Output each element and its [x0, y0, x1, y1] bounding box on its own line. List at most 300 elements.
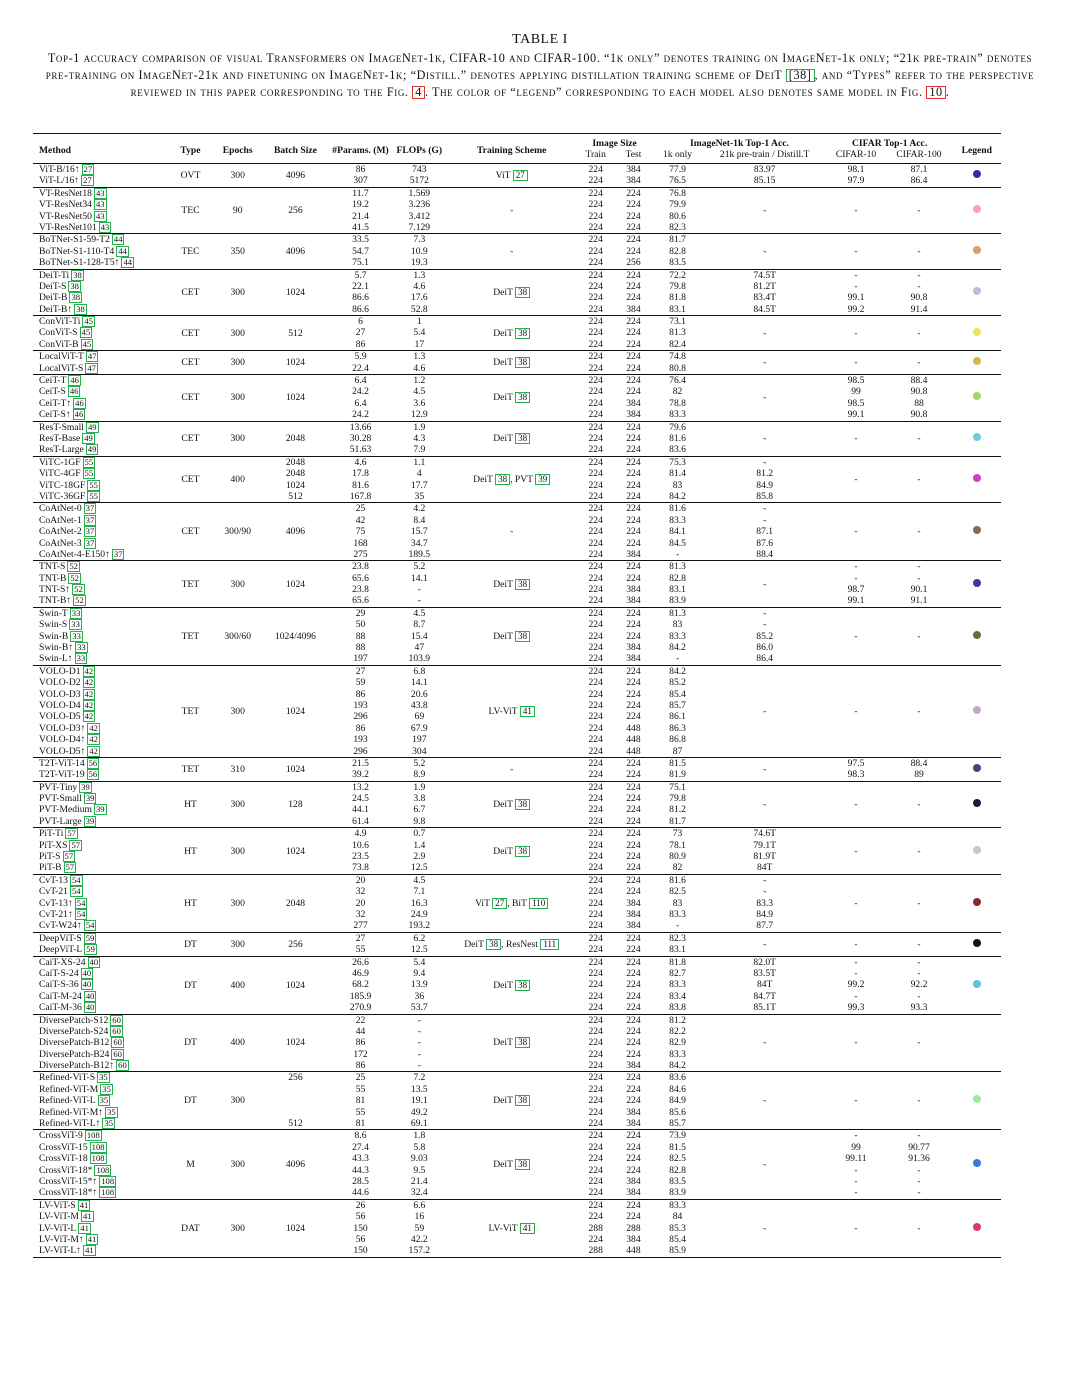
cifar100-cell-value: 90.1 — [910, 584, 928, 596]
citation-link[interactable]: 39 — [95, 804, 105, 815]
epochs-cell: 400 — [230, 979, 245, 991]
citation-link[interactable]: 108 — [86, 1130, 100, 1141]
method-label: PVT-Tiny — [39, 781, 78, 793]
method-name — [39, 257, 167, 268]
caption-ref-link[interactable]: [38] — [786, 69, 815, 82]
citation-link[interactable]: 39 — [85, 815, 95, 826]
test-size-cell-value: 224 — [626, 490, 641, 502]
header-params: #Params. (M) — [332, 145, 389, 156]
method-name — [39, 211, 167, 222]
training-scheme-cell — [447, 375, 577, 422]
citation-link[interactable]: 57 — [65, 862, 75, 873]
citation-link[interactable]: 42 — [89, 745, 98, 756]
flops-cell — [392, 234, 447, 269]
flops-cell-value: 19.1 — [410, 1095, 428, 1107]
method-name — [39, 957, 167, 968]
citation-link[interactable]: 39 — [81, 781, 90, 792]
method-name — [39, 1015, 167, 1026]
citation-link[interactable]: 37 — [113, 548, 123, 559]
cifar100-cell: - — [917, 205, 921, 217]
epochs-cell: 400 — [230, 474, 245, 486]
header-flops: FLOPs (G) — [396, 145, 443, 156]
citation-link[interactable]: 46 — [70, 375, 79, 386]
flops-cell-value: 4.2 — [413, 503, 426, 515]
citation-link[interactable]: 41 — [82, 1211, 92, 1222]
citation-link[interactable]: 57 — [67, 828, 76, 839]
citation-link[interactable]: 52 — [69, 561, 78, 572]
method-cell — [33, 757, 167, 781]
acc-1k-only-cell-value: 75.1 — [669, 781, 686, 793]
citation-link[interactable]: 27 — [83, 164, 93, 174]
citation-link[interactable]: 47 — [87, 351, 97, 362]
citation-link[interactable]: 35 — [104, 1118, 114, 1129]
train-size-cell-value: 224 — [588, 303, 603, 315]
cifar10-cell: - — [854, 433, 858, 445]
citation-link[interactable]: 38 — [486, 939, 501, 950]
citation-link[interactable]: 41 — [87, 1233, 97, 1244]
acc-21k-cell-value: 87.6 — [756, 537, 774, 549]
params-cell-value: 296 — [353, 745, 368, 757]
header-imagenet-acc: ImageNet-1k Top-1 Acc. — [690, 138, 789, 149]
type-cell: CET — [181, 433, 200, 445]
table-row-group — [33, 316, 1001, 351]
citation-link[interactable]: 38 — [515, 1095, 530, 1106]
citation-link[interactable]: 42 — [89, 734, 98, 745]
citation-link[interactable]: 42 — [84, 665, 94, 676]
citation-link[interactable]: 37 — [85, 537, 95, 548]
acc-1k-only-cell-value: 82.8 — [669, 572, 686, 584]
citation-link[interactable]: 38 — [515, 328, 530, 339]
flops-cell-value: 5.8 — [413, 1141, 426, 1153]
citation-link[interactable]: 27 — [492, 898, 507, 909]
citation-link[interactable]: 40 — [82, 967, 92, 978]
type-cell: DAT — [181, 1222, 200, 1234]
test-size-cell — [615, 665, 653, 757]
params-cell-value: 25 — [355, 1072, 366, 1084]
test-size-cell-value: 224 — [626, 665, 641, 677]
citation-link[interactable]: 60 — [113, 1048, 122, 1059]
params-cell — [329, 351, 392, 375]
test-size-cell-value: 224 — [626, 514, 641, 526]
citation-link[interactable]: 54 — [85, 920, 95, 931]
citation-link[interactable]: 38 — [515, 980, 530, 991]
citation-link[interactable]: 38 — [515, 287, 530, 298]
test-size-cell-value: 224 — [626, 979, 641, 991]
citation-link[interactable]: 111 — [540, 939, 559, 950]
method-name — [39, 677, 167, 688]
params-cell-value: 22.4 — [352, 362, 369, 374]
params-cell-value: 65.6 — [352, 572, 369, 584]
acc-21k-cell-value: 81.2 — [756, 468, 774, 480]
citation-link[interactable]: 35 — [107, 1106, 116, 1117]
legend-cell — [953, 932, 1001, 956]
citation-link[interactable]: 27 — [83, 175, 92, 186]
cifar100-cell: - — [917, 1095, 921, 1107]
method-name — [39, 526, 167, 537]
acc-1k-only-cell-value: 76.5 — [669, 175, 686, 187]
citation-link[interactable]: 37 — [85, 503, 95, 514]
acc-1k-only-cell-value: 83.5 — [669, 257, 686, 269]
cifar10-cell-value: 99 — [851, 386, 861, 398]
acc-1k-only-cell — [652, 187, 702, 234]
citation-link[interactable]: 37 — [85, 514, 95, 525]
caption-fig-link[interactable]: 4 — [412, 86, 425, 99]
params-cell-value: 6.4 — [354, 375, 367, 387]
training-scheme-cell — [447, 456, 577, 503]
citation-link[interactable]: 37 — [85, 526, 95, 537]
epochs-cell: 300 — [230, 705, 245, 717]
citation-link[interactable]: 41 — [80, 1222, 89, 1233]
train-size-cell-value: 224 — [588, 1187, 603, 1199]
citation-link[interactable]: 41 — [520, 1223, 535, 1234]
train-size-cell-value: 288 — [588, 1245, 603, 1257]
citation-link[interactable]: 60 — [113, 1037, 122, 1048]
flops-cell-value: 3.6 — [413, 397, 426, 409]
citation-link[interactable]: 57 — [64, 851, 74, 862]
citation-link[interactable]: 38 — [495, 474, 510, 485]
citation-link[interactable]: 56 — [88, 757, 98, 768]
flops-cell-value: 17.7 — [410, 479, 428, 491]
citation-link[interactable]: 27 — [513, 170, 528, 181]
method-name — [39, 734, 167, 745]
citation-link[interactable]: 47 — [87, 362, 96, 373]
citation-link[interactable]: 38 — [515, 433, 530, 444]
test-size-cell — [615, 164, 653, 188]
flops-cell-value: 1.3 — [413, 351, 426, 363]
acc-1k-only-cell-value: 85.7 — [669, 1118, 686, 1130]
params-cell — [329, 269, 392, 316]
acc-1k-only-cell-value: 81.7 — [669, 815, 686, 827]
params-cell-value: 56 — [355, 1211, 366, 1223]
params-cell-value: 24.2 — [352, 409, 369, 421]
table-row-group — [33, 187, 1001, 234]
method-name — [39, 1176, 167, 1187]
citation-link[interactable]: 60 — [118, 1060, 127, 1071]
citation-link[interactable]: 40 — [85, 1002, 95, 1013]
test-size-cell-value: 384 — [626, 653, 641, 665]
acc-21k-cell — [703, 874, 827, 932]
citation-link[interactable]: 60 — [112, 1014, 121, 1025]
citation-link[interactable]: 42 — [84, 711, 94, 722]
method-name — [39, 700, 167, 711]
train-size-cell-value: 224 — [588, 1025, 603, 1037]
citation-link[interactable]: 42 — [89, 722, 98, 733]
citation-link[interactable]: 54 — [76, 909, 86, 919]
type-cell: TET — [181, 578, 200, 590]
citation-link[interactable]: 43 — [95, 187, 105, 198]
citation-link[interactable]: 35 — [99, 1072, 108, 1083]
params-cell-value: 150 — [353, 1245, 368, 1257]
citation-link[interactable]: 38 — [71, 292, 81, 303]
citation-link[interactable]: 43 — [95, 199, 105, 210]
params-cell-value: 11.7 — [352, 187, 369, 199]
test-size-cell-value: 224 — [626, 456, 641, 468]
train-size-cell-value: 224 — [588, 944, 603, 956]
train-size-cell-value: 224 — [588, 1153, 603, 1165]
method-label: DiversePatch-S24 — [39, 1025, 109, 1037]
citation-link[interactable]: 44 — [123, 257, 133, 268]
legend-dot-icon — [973, 764, 981, 772]
citation-link[interactable]: 44 — [118, 245, 127, 256]
cifar100-cell-value: 87.1 — [910, 164, 928, 175]
batch-size-cell: 1024 — [285, 845, 306, 857]
flops-cell — [392, 187, 447, 234]
flops-cell-value: 52.8 — [410, 303, 428, 315]
method-name — [39, 538, 167, 549]
train-size-cell-value: 224 — [588, 932, 603, 944]
method-name — [39, 816, 167, 827]
citation-link[interactable]: 110 — [529, 898, 548, 909]
params-cell-value: 4.6 — [354, 456, 367, 468]
test-size-cell — [615, 874, 653, 932]
scheme-label: DeiT — [493, 845, 516, 857]
train-size-cell — [577, 607, 615, 665]
flops-cell-value: 49.2 — [410, 1106, 428, 1118]
test-size-cell — [615, 607, 653, 665]
method-name — [39, 1187, 167, 1198]
citation-link[interactable]: 40 — [82, 979, 92, 990]
citation-link[interactable]: 45 — [82, 338, 92, 349]
cifar10-cell-value: - — [854, 572, 858, 584]
citation-link[interactable]: 42 — [84, 677, 94, 688]
citation-link[interactable]: 49 — [87, 421, 97, 432]
acc-1k-only-cell-value: 81.7 — [669, 234, 686, 246]
method-label: BoTNet-S1-110-T4 — [39, 245, 115, 257]
citation-link[interactable]: 59 — [86, 944, 95, 955]
citation-link[interactable]: 38 — [515, 799, 530, 810]
citation-link[interactable]: 42 — [84, 699, 94, 710]
acc-1k-only-cell-value: 84.2 — [669, 1060, 686, 1072]
acc-1k-only-cell-value: 83.3 — [669, 630, 686, 642]
cifar100-cell: - — [917, 1222, 921, 1234]
train-size-cell-value: 224 — [588, 421, 603, 433]
citation-link[interactable]: 108 — [101, 1175, 115, 1186]
train-size-cell-value: 224 — [588, 316, 603, 328]
citation-link[interactable]: 39 — [535, 474, 550, 485]
epochs-cell: 300 — [230, 798, 245, 810]
citation-link[interactable]: 55 — [84, 456, 94, 467]
method-label: Refined-ViT-L↑ — [39, 1118, 101, 1130]
acc-1k-only-cell-value: 81.5 — [669, 757, 686, 769]
acc-21k-cell-value: 88.4 — [756, 548, 774, 560]
method-cell — [33, 421, 167, 456]
cifar100-cell — [885, 956, 952, 1014]
citation-link[interactable]: 40 — [89, 956, 99, 967]
train-size-cell — [577, 503, 615, 561]
citation-link[interactable]: 44 — [113, 234, 123, 245]
flops-cell-value: 8.7 — [413, 619, 426, 631]
citation-link[interactable]: 38 — [515, 392, 530, 403]
cifar100-cell-value: 86.4 — [910, 175, 928, 187]
train-size-cell-value: 224 — [588, 199, 603, 211]
header-training-scheme: Training Scheme — [477, 145, 547, 156]
method-label: CeiT-S — [39, 386, 66, 398]
type-cell: DT — [184, 1037, 197, 1049]
citation-link[interactable]: 43 — [95, 210, 105, 221]
legend-dot-icon — [973, 898, 981, 906]
batch-size-cell: 4096 — [285, 526, 306, 538]
citation-link[interactable]: 108 — [96, 1164, 110, 1175]
train-size-cell — [577, 1014, 615, 1072]
citation-link[interactable]: 38 — [73, 269, 82, 280]
caption-fig-link[interactable]: 10 — [926, 86, 945, 99]
citation-link[interactable]: 46 — [75, 397, 84, 408]
test-size-cell-value: 224 — [626, 199, 641, 211]
train-size-cell-value: 224 — [588, 862, 603, 874]
scheme-label: - — [510, 763, 514, 775]
citation-link[interactable]: 43 — [100, 221, 110, 232]
citation-link[interactable]: 56 — [88, 769, 98, 780]
citation-link[interactable]: 57 — [71, 839, 81, 850]
method-label: TNT-B — [39, 572, 67, 584]
citation-link[interactable]: 38 — [515, 1159, 530, 1170]
citation-link[interactable]: 38 — [515, 1037, 530, 1048]
citation-link[interactable]: 54 — [76, 897, 86, 908]
method-label: CeiT-S↑ — [39, 409, 71, 421]
citation-link[interactable]: 49 — [84, 432, 93, 443]
method-name — [39, 631, 167, 642]
method-label: VOLO-D3↑ — [39, 722, 86, 734]
acc-21k-cell-value: - — [763, 456, 767, 468]
acc-1k-only-cell-value: - — [675, 548, 680, 560]
acc-1k-only-cell-value: 85.4 — [669, 1233, 686, 1245]
citation-link[interactable]: 38 — [76, 303, 85, 314]
method-name — [39, 746, 167, 757]
legend-cell — [953, 164, 1001, 188]
method-label: CoAtNet-0 — [39, 503, 82, 515]
method-label: DiversePatch-B24 — [39, 1048, 110, 1060]
acc-1k-only-cell-value: 82.2 — [669, 1025, 686, 1037]
train-size-cell-value: 224 — [588, 280, 603, 292]
acc-1k-only-cell-value: 83.3 — [669, 909, 686, 920]
acc-21k-cell-value: 84.7T — [753, 990, 776, 1002]
train-size-cell-value: 224 — [588, 1233, 603, 1245]
acc-1k-only-cell-value: 82.9 — [669, 1037, 686, 1049]
citation-link[interactable]: 35 — [102, 1083, 111, 1094]
method-name — [39, 503, 167, 514]
citation-link[interactable]: 60 — [112, 1025, 121, 1036]
train-size-cell-value: 224 — [588, 793, 603, 805]
flops-cell-value: 35 — [414, 490, 425, 502]
acc-1k-only-cell — [652, 234, 702, 269]
train-size-cell — [577, 1130, 615, 1199]
batch-size-cell: 1024 — [285, 763, 306, 775]
citation-link[interactable]: 45 — [81, 327, 91, 338]
citation-link[interactable]: 54 — [71, 886, 81, 897]
method-label: CeiT-T↑ — [39, 397, 72, 409]
citation-link[interactable]: 108 — [101, 1187, 115, 1198]
acc-1k-only-cell-value: 83.8 — [669, 1002, 686, 1014]
citation-link[interactable]: 38 — [515, 631, 530, 642]
acc-1k-only-cell-value: 86.8 — [669, 734, 686, 746]
method-label: Refined-ViT-M↑ — [39, 1106, 104, 1118]
training-scheme-cell — [447, 1130, 577, 1199]
params-cell — [329, 956, 392, 1014]
cifar10-cell-value: - — [854, 280, 858, 292]
citation-link[interactable]: 38 — [70, 280, 79, 291]
acc-1k-only-cell — [652, 456, 702, 503]
acc-1k-only-cell-value: 81.2 — [669, 804, 686, 816]
citation-link[interactable]: 33 — [77, 642, 86, 653]
flops-cell-value: 14.1 — [410, 677, 428, 689]
citation-link[interactable]: 42 — [84, 688, 94, 699]
flops-cell — [392, 828, 447, 875]
separator: , — [507, 897, 512, 909]
citation-link[interactable]: 108 — [91, 1141, 105, 1152]
train-size-cell — [577, 874, 615, 932]
citation-link[interactable]: 52 — [75, 595, 84, 606]
citation-link[interactable]: 41 — [520, 706, 535, 717]
acc-1k-only-cell-value: 72.2 — [669, 269, 686, 281]
flops-cell — [392, 269, 447, 316]
acc-1k-only-cell-value: 84.2 — [669, 490, 686, 502]
citation-link[interactable]: 45 — [84, 316, 93, 327]
method-name — [39, 1245, 167, 1256]
citation-link[interactable]: 55 — [84, 468, 94, 479]
params-cell-value: 75 — [355, 526, 366, 538]
citation-link[interactable]: 54 — [71, 874, 81, 885]
citation-link[interactable]: 39 — [85, 793, 95, 804]
test-size-cell-value: 256 — [626, 257, 641, 269]
params-cell-value: 65.6 — [352, 595, 369, 607]
citation-link[interactable]: 52 — [74, 584, 83, 595]
cifar100-cell: - — [917, 630, 921, 642]
params-cell-value: 22.1 — [352, 280, 369, 292]
acc-1k-only-cell — [652, 1199, 702, 1257]
citation-link[interactable]: 33 — [71, 619, 80, 630]
test-size-cell-value: 224 — [626, 327, 641, 339]
citation-link[interactable]: 40 — [85, 990, 95, 1001]
citation-link[interactable]: 41 — [79, 1199, 89, 1210]
citation-link[interactable]: 49 — [87, 444, 97, 455]
type-cell: DT — [184, 938, 197, 950]
citation-link[interactable]: 33 — [71, 607, 81, 618]
citation-link[interactable]: 33 — [76, 653, 86, 664]
cifar10-cell: - — [854, 1222, 858, 1234]
params-cell-value: 17.8 — [352, 468, 369, 480]
train-size-cell-value: 224 — [588, 769, 603, 781]
citation-link[interactable]: 38 — [515, 357, 530, 368]
citation-link[interactable]: 55 — [89, 490, 98, 501]
citation-link[interactable]: 33 — [72, 630, 81, 641]
flops-cell-value: - — [417, 1048, 421, 1060]
citation-link[interactable]: 59 — [85, 932, 95, 943]
acc-1k-only-cell-value: 83.6 — [669, 1072, 686, 1084]
acc-1k-only-cell-value: 85.4 — [669, 688, 686, 700]
citation-link[interactable]: 41 — [85, 1245, 94, 1256]
method-label: CaiT-S-24 — [39, 967, 79, 979]
citation-link[interactable]: 52 — [70, 572, 79, 583]
citation-link[interactable]: 38 — [515, 846, 530, 857]
cifar100-cell-value: - — [917, 280, 921, 292]
citation-link[interactable]: 46 — [69, 386, 79, 397]
citation-link[interactable]: 38 — [515, 579, 530, 590]
citation-link[interactable]: 108 — [91, 1153, 105, 1164]
acc-21k-cell-value: 87.1 — [756, 526, 774, 538]
params-cell-value: 23.8 — [352, 561, 369, 573]
acc-1k-only-cell-value: 81.6 — [669, 503, 686, 515]
method-name — [39, 316, 167, 327]
citation-link[interactable]: 46 — [74, 409, 84, 420]
citation-link[interactable]: 55 — [89, 479, 98, 490]
method-label: VOLO-D1 — [39, 665, 81, 677]
cifar10-cell-value: 99.1 — [847, 409, 865, 421]
method-label: CvT-W24↑ — [39, 920, 82, 932]
citation-link[interactable]: 35 — [99, 1095, 109, 1106]
flops-cell-value: 0.7 — [413, 828, 426, 840]
train-size-cell-value: 224 — [588, 468, 603, 480]
params-cell-value: 193 — [353, 699, 368, 711]
